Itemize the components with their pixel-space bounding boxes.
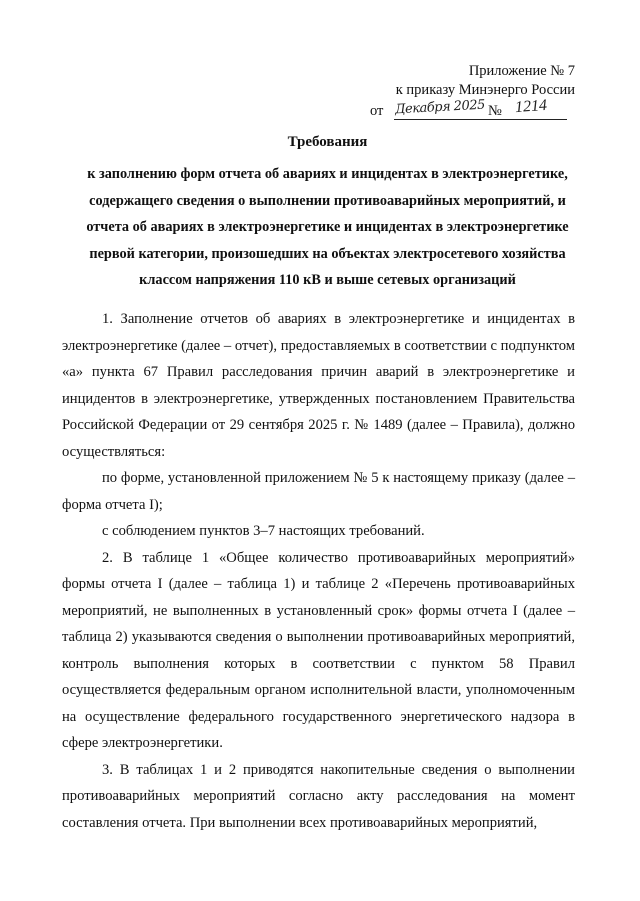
paragraph-compliance: с соблюдением пунктов 3–7 настоящих требований. bbox=[102, 523, 425, 539]
document-body bbox=[62, 306, 575, 836]
handwritten-number: 1214 bbox=[514, 96, 548, 117]
subtitle-line: классом напряжения 110 кВ и выше сетевых организаций bbox=[139, 272, 516, 288]
subtitle-line: первой категории, произошедших на объектах электросетевого хозяйства bbox=[89, 245, 566, 262]
subtitle-line: к заполнению форм отчета об авариях и инцидентах в электроэнергетике, bbox=[87, 166, 568, 182]
appendix-label: Приложение № 7 bbox=[468, 63, 575, 79]
order-date-number bbox=[340, 96, 575, 122]
document-subtitle bbox=[40, 161, 615, 294]
handwritten-date: Декабря 2025 bbox=[394, 97, 486, 118]
title-block bbox=[40, 132, 615, 294]
signature-underline bbox=[394, 119, 567, 120]
subtitle-line: отчета об авариях в электроэнергетике и инцидентах в электроэнергетике bbox=[86, 219, 569, 235]
paragraph-2: 2. В таблице 1 «Общее количество противоаварийных мероприятий» формы отчета I (далее – таблица 1) и таблице 2 «Перечень противоаварийных мероприятий, не выполненных в установленный срок» формы отчета I (далее – таблица 2) указываются сведения о выполнении противоаварийных мероприятий, контроль выполнения которых в соответствии с пунктом 58 Правил осуществляется федеральным органом исполнительной власти, уполномоченным на осуществление федерального государственного энергетического надзора в сфере электроэнергетики. bbox=[62, 549, 575, 751]
number-label: № bbox=[488, 103, 502, 119]
date-prefix: от bbox=[370, 103, 384, 119]
paragraph-3: 3. В таблицах 1 и 2 приводятся накопительные сведения о выполнении противоаварийных мероприятий согласно акту расследования на момент составления отчета. При выполнении всех противоаварийных мероприятий, bbox=[62, 761, 575, 831]
paragraph-form: по форме, установленной приложением № 5 к настоящему приказу (далее – форма отчета I); bbox=[62, 470, 575, 513]
document-title: Требования bbox=[287, 134, 368, 150]
appendix-header bbox=[340, 62, 575, 122]
subtitle-line: содержащего сведения о выполнении противоаварийных мероприятий, и bbox=[89, 192, 566, 209]
paragraph-1: 1. Заполнение отчетов об авариях в электроэнергетике и инцидентах в электроэнергетике (далее – отчет), предоставляемых в соответствии с подпунктом «а» пункта 67 Правил расследования причин аварий в электроэнергетике и инцидентов в электроэнергетике, утвержденных постановлением Правительства Российской Федерации от 29 сентября 2025 г. № 1489 (далее – Правила), должно осуществляться: bbox=[62, 311, 575, 460]
order-reference: к приказу Минэнерго России bbox=[395, 82, 575, 98]
